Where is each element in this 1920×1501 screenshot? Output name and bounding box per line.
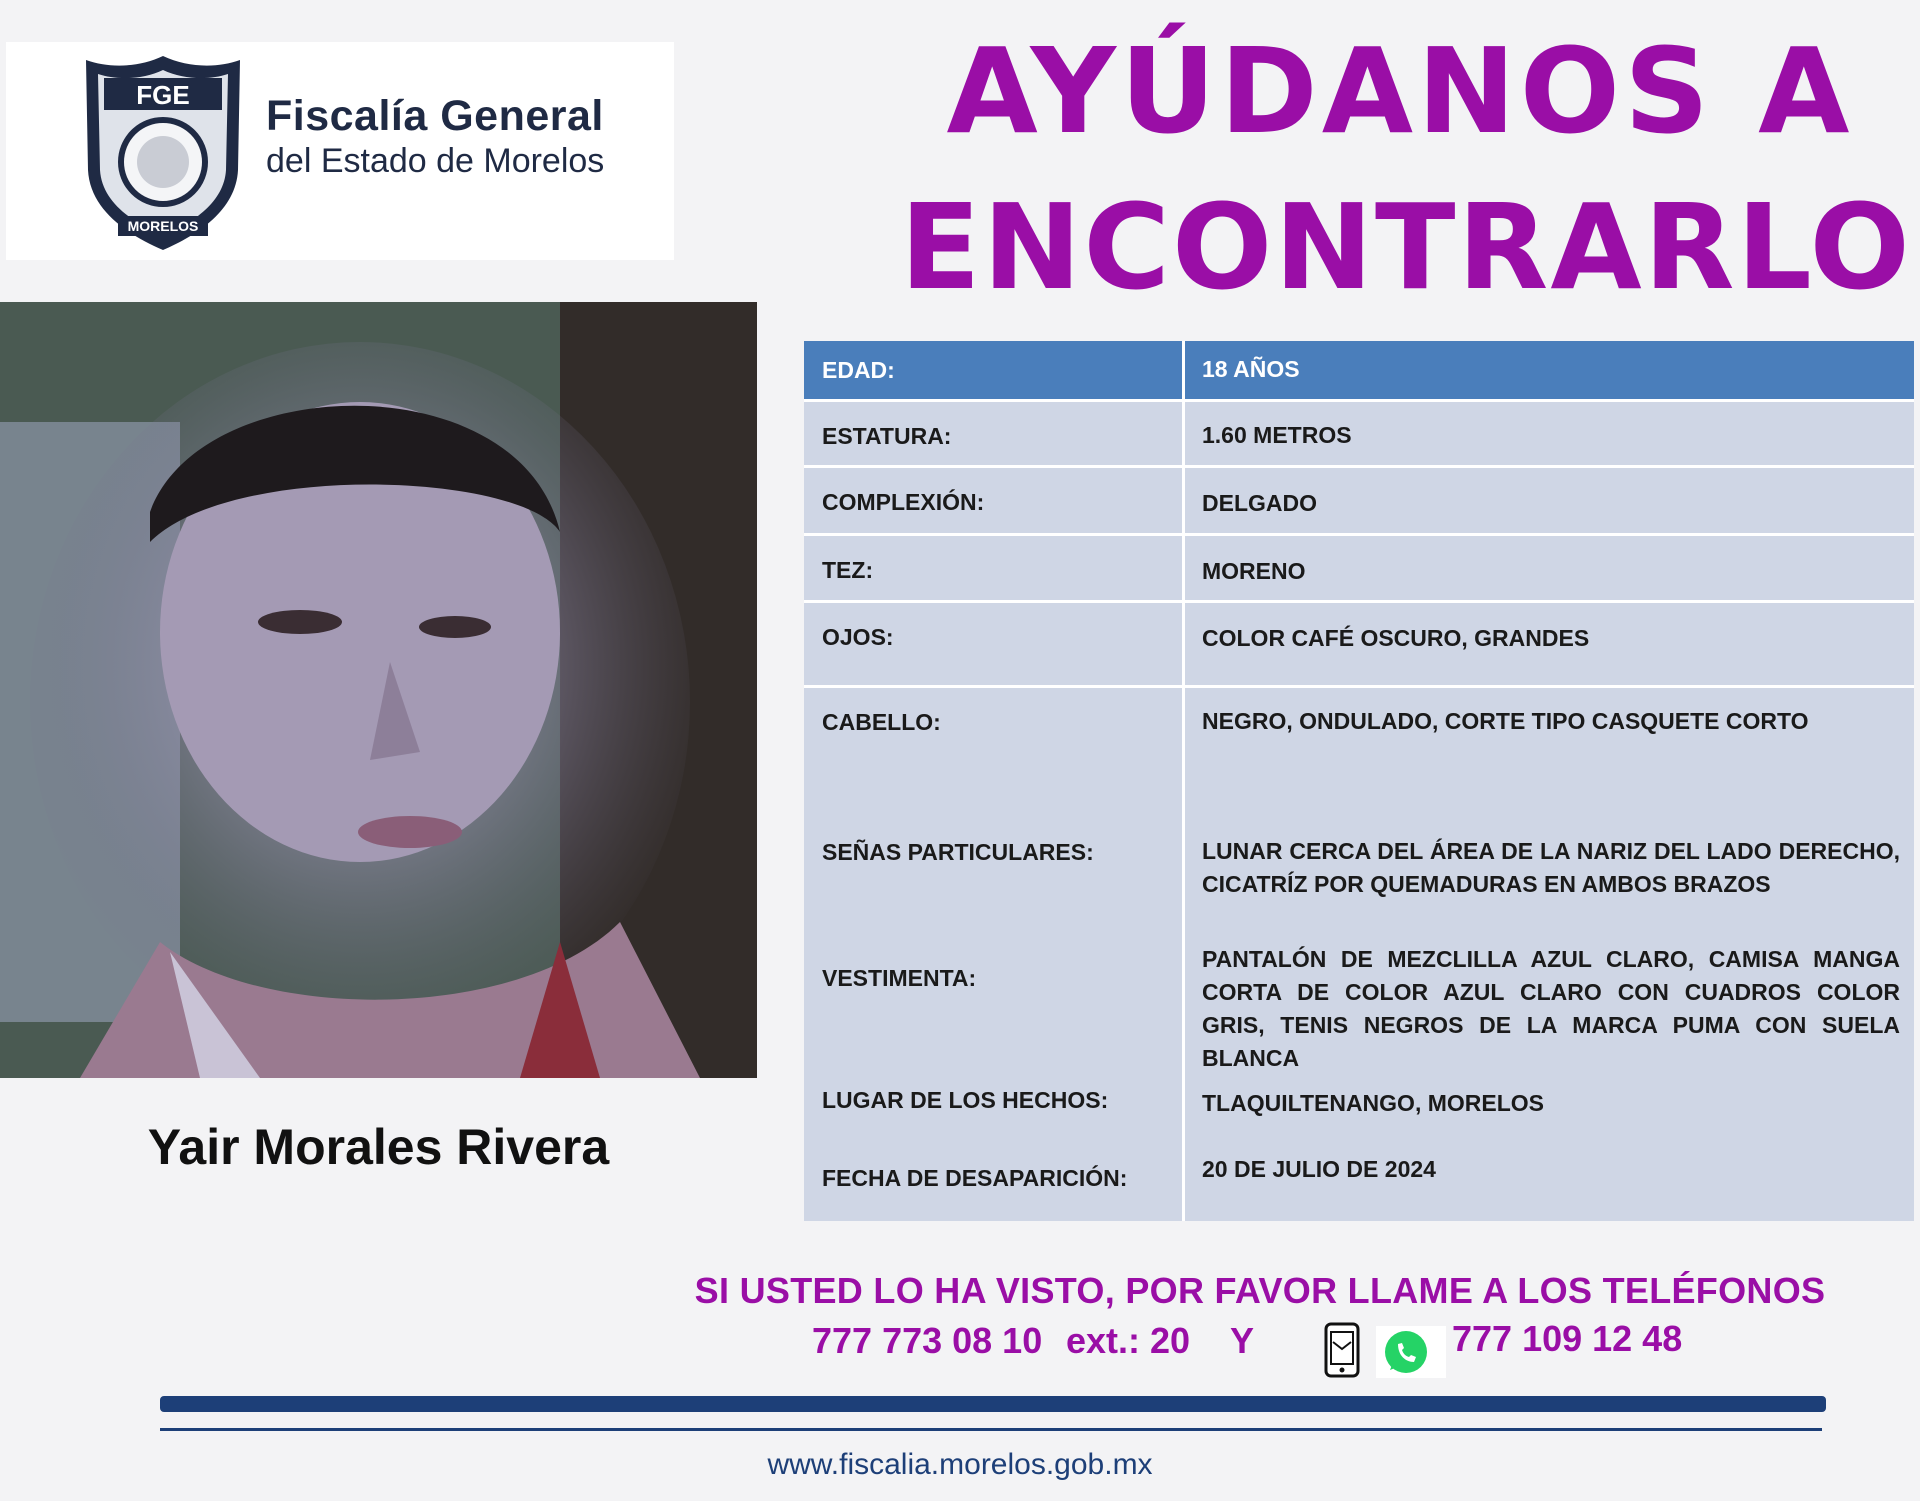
- fge-shield-logo: [78, 50, 248, 255]
- row-divider: [804, 685, 1914, 688]
- fecha-label: FECHA DE DESAPARICIÓN:: [822, 1165, 1128, 1191]
- phone-extension: ext.: 20: [1066, 1320, 1191, 1361]
- vestimenta-label: VESTIMENTA:: [822, 965, 977, 991]
- phone-number-1[interactable]: 777 773 08 10: [812, 1320, 1043, 1361]
- cabello-value: NEGRO, ONDULADO, CORTE TIPO CASQUETE CORTO: [1202, 708, 1809, 734]
- ojos-value: COLOR CAFÉ OSCURO, GRANDES: [1202, 625, 1590, 651]
- org-subtitle: del Estado de Morelos: [266, 142, 605, 180]
- footer-thick-bar: [160, 1396, 1826, 1412]
- badge-top-text: FGE: [136, 80, 190, 110]
- senas-label: SEÑAS PARTICULARES:: [822, 839, 1094, 865]
- estatura-value: 1.60 METROS: [1202, 422, 1352, 448]
- edad-label: EDAD:: [822, 357, 895, 383]
- tez-label: TEZ:: [822, 557, 874, 583]
- phone-number-2[interactable]: 777 109 12 48: [1452, 1318, 1683, 1359]
- lugar-label: LUGAR DE LOS HECHOS:: [822, 1087, 1109, 1113]
- ojos-label: OJOS:: [822, 624, 894, 650]
- row-divider: [804, 600, 1914, 603]
- details-table: [804, 341, 1914, 1221]
- edad-value: 18 AÑOS: [1202, 356, 1300, 382]
- headline-line-2: ENCONTRARLO: [900, 178, 1912, 316]
- whatsapp-icon: [1376, 1326, 1446, 1378]
- details-row-edad: [804, 341, 1914, 399]
- missing-person-photo: [0, 302, 757, 1078]
- column-divider: [1182, 341, 1185, 1221]
- row-divider: [804, 465, 1914, 468]
- call-to-action: SI USTED LO HA VISTO, POR FAVOR LLAME A LOS TELÉFONOS: [694, 1270, 1826, 1311]
- fecha-value: 20 DE JULIO DE 2024: [1202, 1156, 1436, 1182]
- cabello-label: CABELLO:: [822, 709, 941, 735]
- org-name: Fiscalía General: [266, 92, 604, 140]
- vestimenta-value: PANTALÓN DE MEZCLILLA AZUL CLARO, CAMISA MANGA CORTA DE COLOR AZUL CLARO CON CUADROS COLOR GRIS, TENIS NEGROS DE LA MARCA PUMA CON SUELA BLANCA: [1202, 946, 1900, 1071]
- senas-value: LUNAR CERCA DEL ÁREA DE LA NARIZ DEL LADO DERECHO, CICATRÍZ POR QUEMADURAS EN AMBOS BRAZOS: [1202, 838, 1900, 897]
- lugar-value: TLAQUILTENANGO, MORELOS: [1202, 1090, 1545, 1116]
- row-divider: [804, 399, 1914, 402]
- smartphone-icon: [1324, 1322, 1360, 1378]
- phone-conjunction: Y: [1230, 1320, 1255, 1361]
- headline: [900, 22, 1912, 316]
- complexion-value: DELGADO: [1202, 490, 1317, 516]
- row-divider: [804, 533, 1914, 536]
- photo-illustration: [0, 302, 757, 1078]
- headline-line-1: AYÚDANOS A: [946, 22, 1854, 160]
- badge-bottom-text: MORELOS: [127, 218, 199, 234]
- complexion-label: COMPLEXIÓN:: [822, 489, 985, 515]
- person-name: Yair Morales Rivera: [147, 1119, 610, 1175]
- website-link[interactable]: www.fiscalia.morelos.gob.mx: [767, 1448, 1153, 1481]
- footer-thin-bar: [160, 1428, 1822, 1431]
- logo-panel: [6, 42, 674, 260]
- tez-value: MORENO: [1202, 558, 1306, 584]
- estatura-label: ESTATURA:: [822, 423, 952, 449]
